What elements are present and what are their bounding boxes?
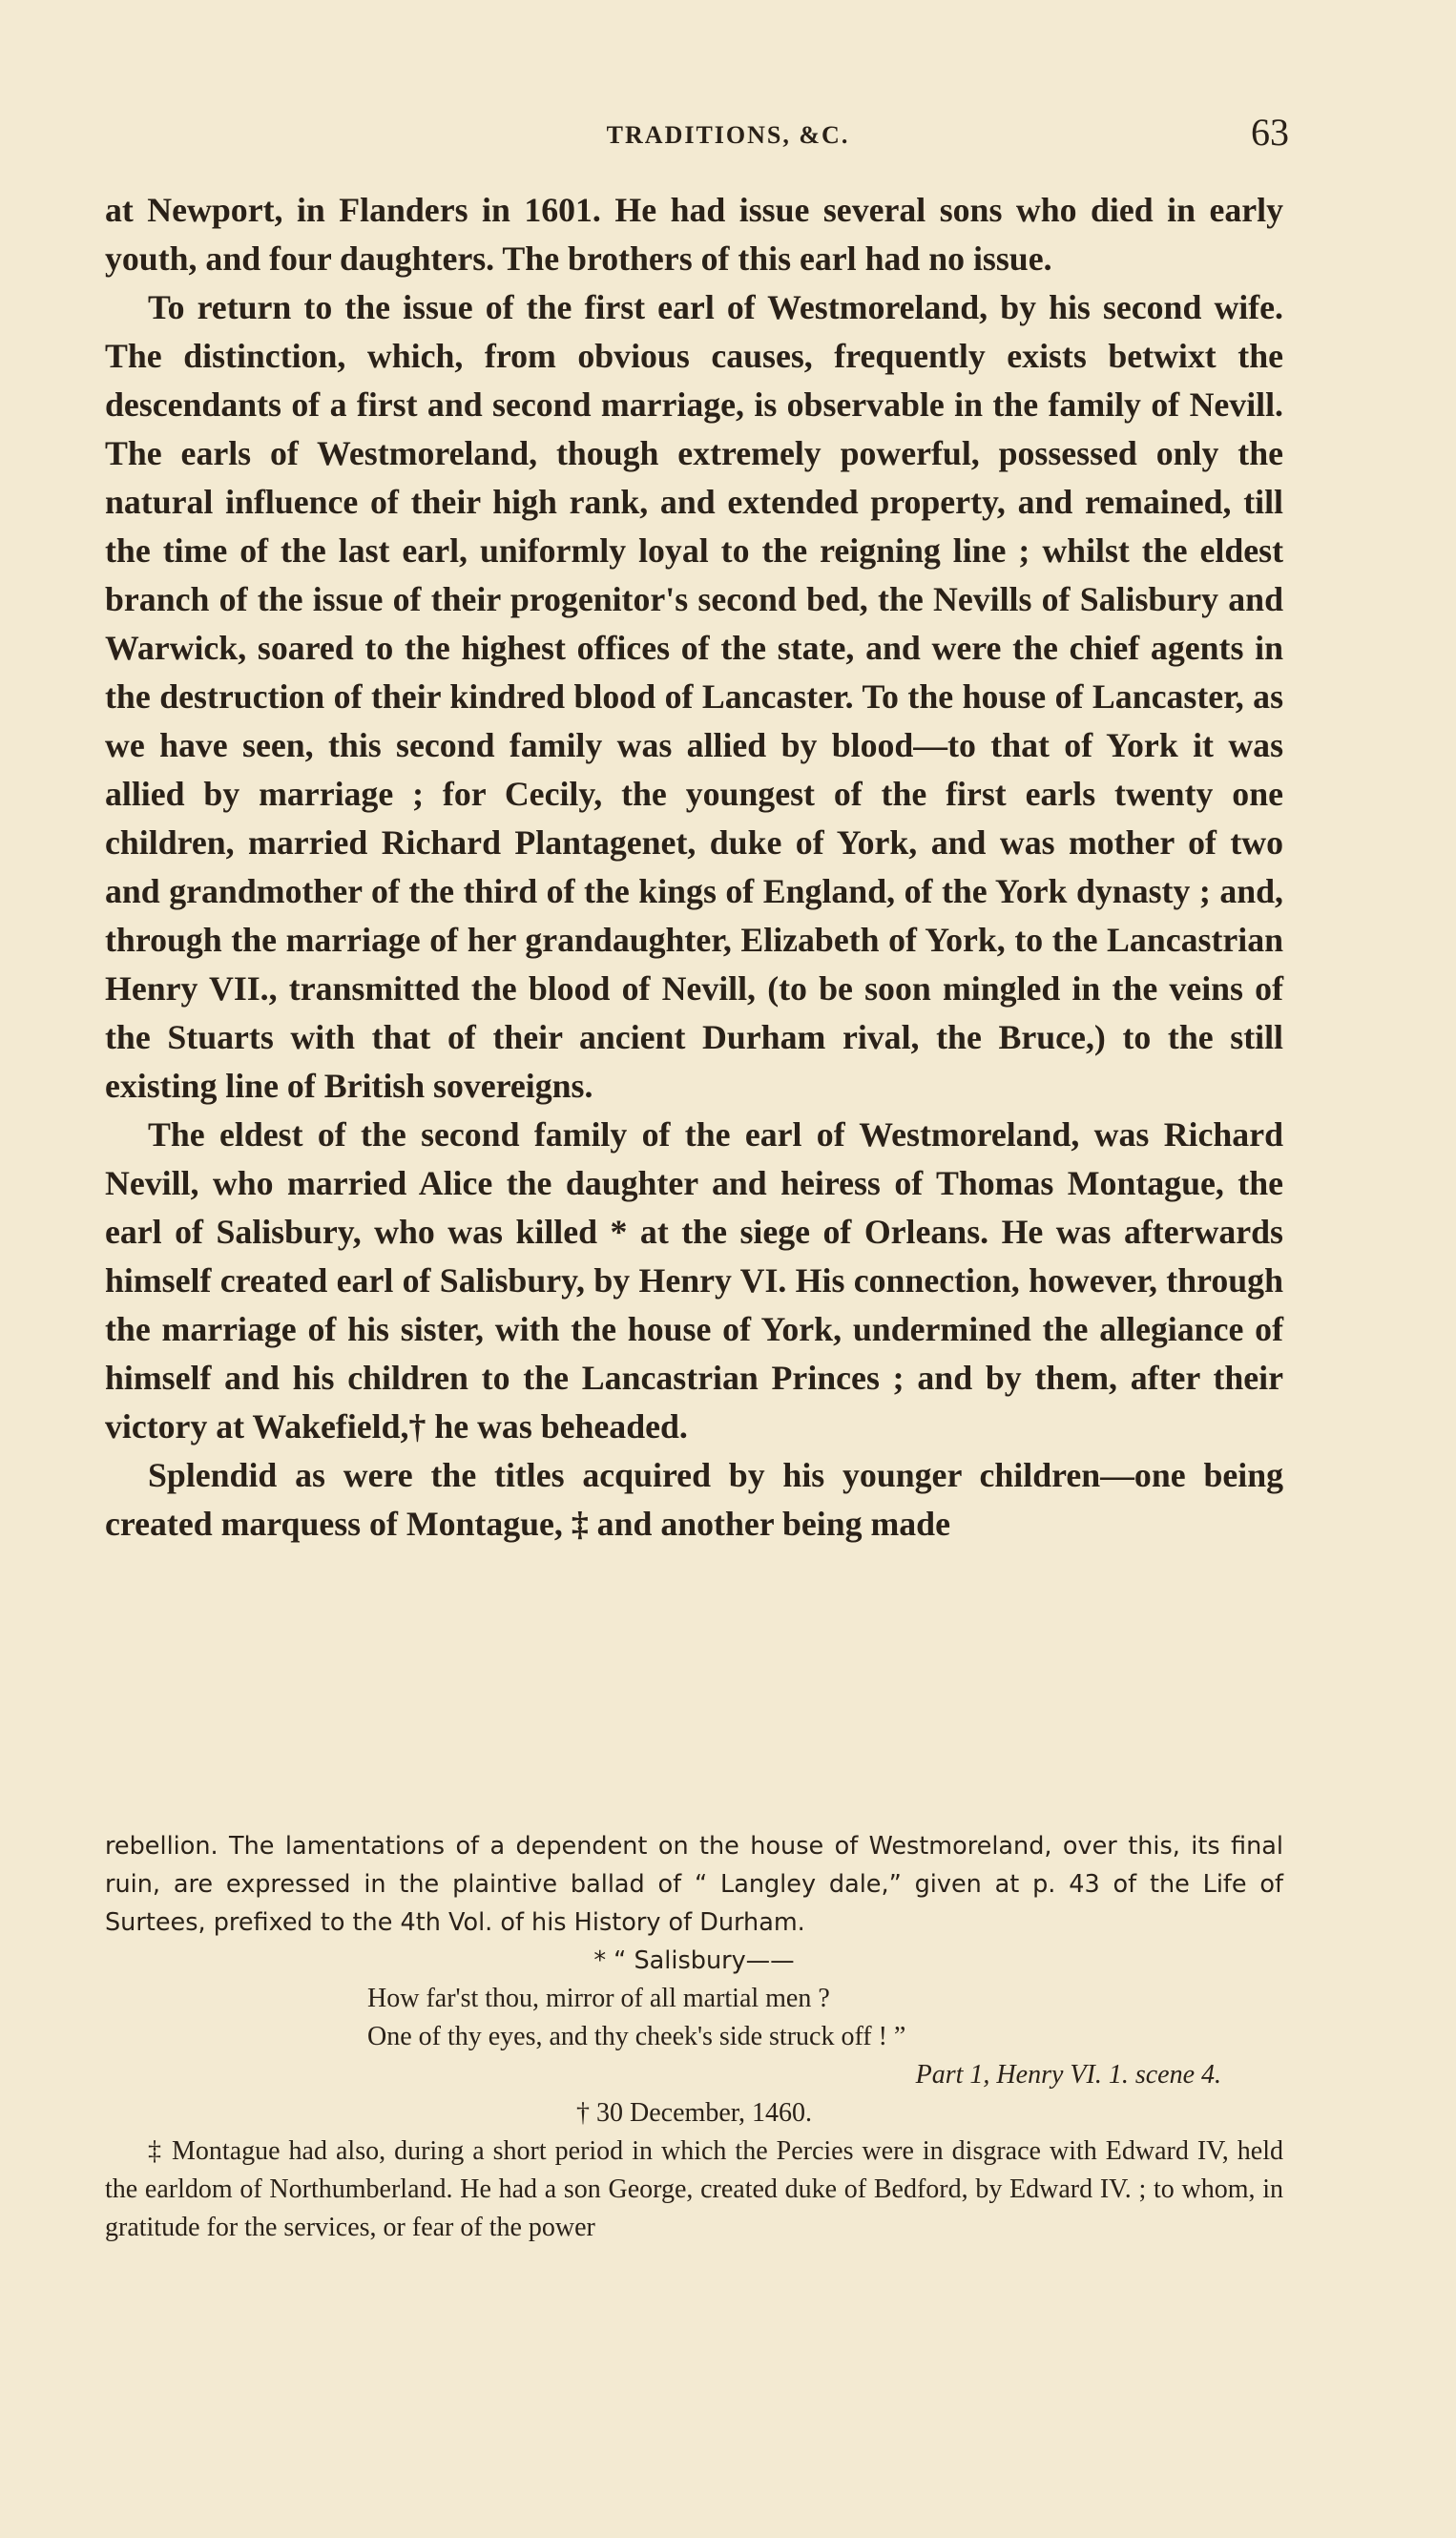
main-text bbox=[105, 186, 1283, 1549]
footnote-verse bbox=[105, 1980, 1283, 2094]
verse-line-1: How far'st thou, mirror of all martial men ? bbox=[367, 1984, 830, 2013]
page-header bbox=[0, 110, 1456, 157]
verse-citation: Part 1, Henry VI. 1. scene 4. bbox=[915, 2060, 1221, 2090]
footnote-dagger: † 30 December, 1460. bbox=[576, 2098, 812, 2128]
footnote-continued: rebellion. The lamentations of a dependent on the house of Westmoreland, over this, its final ruin, are expressed in the plaintive ballad of “ Langley dale,” given at p. 43 of the Life of Surtees, prefixed to the 4th Vol. of his History of Durham. bbox=[105, 1832, 1283, 1937]
footnote-star-intro: * “ Salisbury—— bbox=[593, 1946, 795, 1975]
footnote-double-dagger: ‡ Montague had also, during a short period in which the Percies were in disgrace with Edward IV, held the earldom of Northumberland. He had a son George, created duke of Bedford, by Edward IV. ; to whom, in gratitude for the services, or fear of the power bbox=[105, 2136, 1283, 2242]
paragraph-2: To return to the issue of the first earl of Westmoreland, by his second wife. The distinction, which, from obvious causes, frequently exists betwixt the descendants of a first and second marriage, is observable in the family of Nevill. The earls of Westmoreland, though extremely powerful, possessed only the natural influence of their high rank, and extended property, and remained, till the time of the last earl, uniformly loyal to the reigning line ; whilst the eldest branch of the issue of their progenitor's second bed, the Nevills of Salisbury and Warwick, soared to the highest offices of the state, and were the chief agents in the destruction of their kindred blood of Lancaster. To the house of Lancaster, as we have seen, this second family was allied by blood—to that of York it was allied by marriage ; for Cecily, the youngest of the first earls twenty one children, married Richard Plantagenet, duke of York, and was mother of two and grandmother of the third of the kings of England, of the York dynasty ; and, through the marriage of her grandaughter, Elizabeth of York, to the Lancastrian Henry VII., transmitted the blood of Nevill, (to be soon mingled in the veins of the Stuarts with that of their ancient Durham rival, the Bruce,) to the still existing line of British sovereigns. bbox=[105, 288, 1283, 1105]
paragraph-1: at Newport, in Flanders in 1601. He had issue several sons who died in early youth, and four daughters. The brothers of this earl had no issue. bbox=[105, 191, 1283, 278]
footnotes bbox=[105, 1827, 1283, 2247]
paragraph-4: Splendid as were the titles acquired by his younger children—one being created marquess of Montague, ‡ and another being made bbox=[105, 1456, 1283, 1543]
page-number: 63 bbox=[1251, 111, 1289, 154]
verse-line-2: One of thy eyes, and thy cheek's side struck off ! ” bbox=[367, 2022, 906, 2051]
paragraph-3: The eldest of the second family of the earl of Westmoreland, was Richard Nevill, who married Alice the daughter and heiress of Thomas Montague, the earl of Salisbury, who was killed * at the siege of Orleans. He was afterwards himself created earl of Salisbury, by Henry VI. His connection, however, through the marriage of his sister, with the house of York, undermined the allegiance of himself and his children to the Lancastrian Princes ; and by them, after their victory at Wakefield,† he was beheaded. bbox=[105, 1115, 1283, 1446]
running-title: TRADITIONS, &C. bbox=[606, 121, 850, 149]
